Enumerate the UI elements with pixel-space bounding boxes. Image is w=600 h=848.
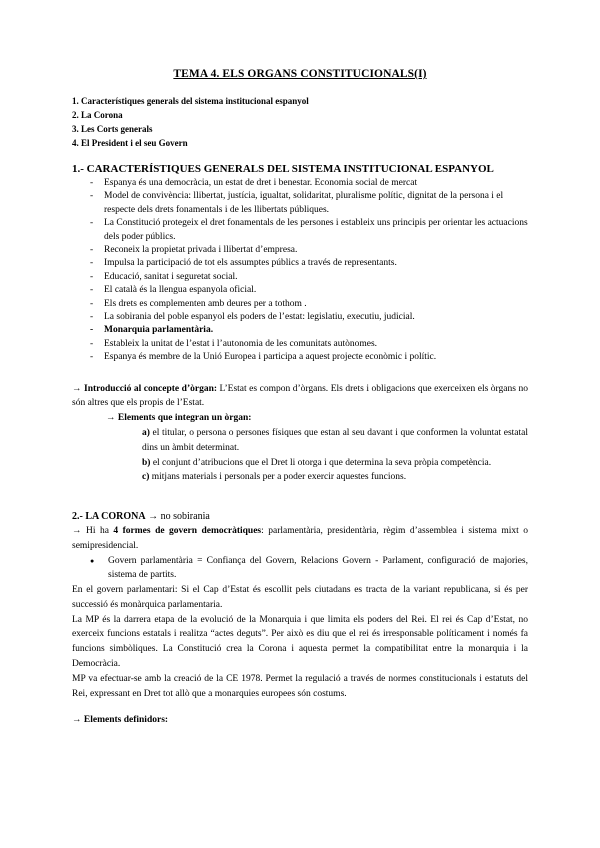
element-item xyxy=(142,426,528,456)
list-item: - La sobirania del poble espanyol els poders de l’estat: legislatiu, executiu, judicial. xyxy=(90,311,528,324)
forms-paragraph xyxy=(72,524,528,554)
forms-prefix: → Hi ha xyxy=(72,526,114,537)
list-item: - Monarquia parlamentària. xyxy=(90,324,528,337)
list-item: - El català és la llengua espanyola oficial. xyxy=(90,284,528,297)
paragraph: MP va efectuar-se amb la creació de la CE 1978. Permet la regulació a través de normes constitucionals i estatuts del Rei, expressant en Dret tot allò que a monarquies europees són costums. xyxy=(72,673,528,699)
list-item: ● Govern parlamentària = Confiança del Govern, Relacions Govern - Parlament, configuració de majories, sistema de partits. xyxy=(98,554,528,583)
section2-dot-list xyxy=(72,554,528,583)
element-item xyxy=(142,456,528,471)
forms-bold: 4 formes de govern democràtiques xyxy=(113,526,262,537)
element-item xyxy=(142,470,528,485)
paragraph: La MP és la darrera etapa de la evolució de la Monarquia i que limita els poders del Rei. El rei és Cap d’Estat, no exerceix funcions estatals i realitza “actes deguts”. Per això es diu que el rei és irresponsable políticament i només fa funcions simbòliques. La Constitució crea la Corona i aquesta permet la compatibilitat entre la monarquia i la Democràcia. xyxy=(72,614,528,670)
list-item: - Espanya és membre de la Unió Europea i participa a aquest projecte econòmic i polític. xyxy=(90,351,528,364)
list-item: - Model de convivència: llibertat, justícia, igualtat, solidaritat, pluralisme polític, dignitat de la persona i el respecte dels drets fonamentals i de les llibertats públiques. xyxy=(90,190,528,217)
element-text: el conjunt d’atribucions que el Dret li otorga i que determina la seva pròpia competència. xyxy=(150,457,492,468)
element-letter: b) xyxy=(142,457,151,468)
element-letter: a) xyxy=(142,428,150,439)
spacer xyxy=(72,485,528,509)
section2-title: 2.- LA CORONA xyxy=(72,511,146,523)
elements-list xyxy=(142,426,528,485)
paragraph: En el govern parlamentari: Si el Cap d’Estat és escollit pels ciutadans es tracta de la variant republicana, si és per successió és monàrquica parlamentaria. xyxy=(72,585,528,610)
section2-heading xyxy=(72,509,528,524)
intro-label: → Introducció al concepte d’òrgan: xyxy=(72,383,218,394)
section1-bullet-list xyxy=(72,177,528,365)
element-text: mitjans materials i personals per a poder exercir aquestes funcions. xyxy=(149,472,407,483)
intro-text: L’Estat es compon d’òrgans. Els drets i obligacions que exerceixen els òrgans no són altres que els propis de l’Estat. xyxy=(72,383,528,409)
document-page xyxy=(72,68,528,728)
list-item: - Impulsa la participació de tot els assumptes públics a través de representants. xyxy=(90,257,528,270)
intro-paragraph xyxy=(72,382,528,412)
toc-item: 4. El President i el seu Govern xyxy=(72,138,188,148)
list-item: - Els drets es complementen amb deures per a tothom . xyxy=(90,298,528,311)
list-item: - Estableix la unitat de l’estat i l’autonomia de les comunitats autònomes. xyxy=(90,338,528,351)
list-item: - Educació, sanitat i seguretat social. xyxy=(90,271,528,284)
element-text: el titular, o persona o persones físiques que estan al seu davant i que conformen la voluntat estatal dins un àmbit determinat. xyxy=(142,428,528,453)
definers-heading: → Elements definidors: xyxy=(72,715,169,726)
section2-suffix: → no sobirania xyxy=(145,511,210,523)
spacer xyxy=(72,701,528,713)
elements-heading: → Elements que integran un òrgan: xyxy=(106,413,252,424)
toc-item: 2. La Corona xyxy=(72,110,123,120)
list-item: - Reconeix la propietat privada i llibertat d’empresa. xyxy=(90,244,528,257)
page-title: TEMA 4. ELS ORGANS CONSTITUCIONALS(I) xyxy=(173,68,427,80)
toc-item: 3. Les Corts generals xyxy=(72,124,153,134)
element-letter: c) xyxy=(142,472,150,483)
list-item: - La Constitució protegeix el dret fonamentals de les persones i estableix uns principis per orientar les actuacions dels poder públics. xyxy=(90,217,528,244)
section1-heading: 1.- CARACTERÍSTIQUES GENERALS DEL SISTEMA INSTITUCIONAL ESPANYOL xyxy=(72,163,494,175)
list-item: - Espanya és una democràcia, un estat de dret i benestar. Economia social de mercat xyxy=(90,177,528,190)
forms-text: : parlamentària, presidentària, règim d’assemblea i sistema mixt o semipresidencial. xyxy=(72,526,529,552)
toc-item: 1. Característiques generals del sistema institucional espanyol xyxy=(72,96,309,106)
table-of-contents xyxy=(72,94,528,150)
